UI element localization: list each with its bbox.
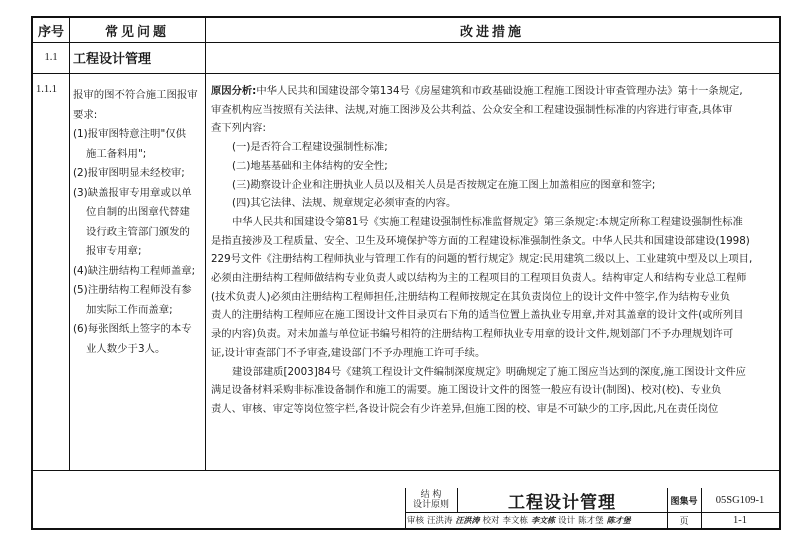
measure-line: 责人的注册结构工程师应在施工图设计文件目录页右下角的适当位置上盖执业专用章,并对其盖章的设计文件(或所列目 xyxy=(211,309,744,322)
tb-check-label: 校对 xyxy=(482,516,500,526)
problem-line: 业人数少于3人。 xyxy=(86,342,166,355)
measure-line: 责人、审核、审定等岗位签字栏,各设计院会有少许差异,但施工图的校、审是不可缺少的工序,因此,凡在责任岗位 xyxy=(211,402,719,415)
problem-line: 施工备料用"; xyxy=(86,147,147,160)
measure-line: (三)勘察设计企业和注册执业人员以及相关人员是否按规定在施工图上加盖相应的图章和签字; xyxy=(232,178,656,191)
tb-category-line2: 设计原则 xyxy=(412,500,449,510)
title-block xyxy=(405,488,779,528)
header-problem: 常见问题 xyxy=(104,24,169,40)
tb-page-no: 1-1 xyxy=(733,514,747,526)
header-seq: 序号 xyxy=(37,24,64,40)
problem-line: (4)缺注册结构工程师盖章; xyxy=(73,264,196,277)
problem-line: (2)报审图明显未经校审; xyxy=(73,167,185,179)
problem-line: 设行政主管部门颁发的 xyxy=(86,225,190,238)
tb-atlas-label: 图集号 xyxy=(670,496,698,507)
measure-line: 是指直接涉及工程质量、安全、卫生及环境保护等方面的工程建设标准强制性条文。中华人民共和国建设部建设(1998) xyxy=(211,234,750,247)
section-title: 工程设计管理 xyxy=(73,52,152,67)
measure-line: (技术负责人)必须由注册结构工程师担任,注册结构工程师按规定在其负责岗位上的设计文件中签字,作为结构专业负 xyxy=(211,290,731,303)
measure-label: 原因分析: xyxy=(211,85,257,97)
tb-review-name: 汪洪涛 xyxy=(427,516,453,526)
tb-design-label: 设计 xyxy=(558,516,576,526)
problem-line: (3)缺盖报审专用章或以单 xyxy=(73,186,192,199)
measure-line: 中华人民共和国建设令第81号《实施工程建设强制性标准监督规定》第三条规定:本规定所称工程建设强制性标准 xyxy=(232,215,743,228)
titleblock-divider xyxy=(33,470,779,471)
col-divider-1 xyxy=(69,18,70,470)
drawing-sheet xyxy=(31,16,781,530)
measure-line: (四)其它法律、法规、规章规定必须审查的内容。 xyxy=(232,197,457,210)
tb-category-line1: 结 构 xyxy=(420,490,442,500)
tb-design-signature: 陈才堡 xyxy=(606,514,631,525)
problem-line: 要求: xyxy=(73,108,98,121)
tb-page-label: 页 xyxy=(679,516,689,527)
item-number: 1.1.1 xyxy=(36,84,57,95)
tb-check-name: 李文栋 xyxy=(502,516,529,526)
measure-line: 建设部建质[2003]84号《建筑工程设计文件编制深度规定》明确规定了施工图应当达到的深度,施工图设计文件应 xyxy=(232,365,746,378)
measure-line: 满足设备材料采购非标准设备制作和施工的需要。施工图设计文件的图签一般应有设计(制图)、校对(校)、专业负 xyxy=(211,384,722,397)
tb-atlas-no: 05SG109-1 xyxy=(715,494,765,506)
problem-line: (6)每张图纸上签字的本专 xyxy=(73,323,192,335)
problem-text xyxy=(73,86,201,359)
tb-design-name: 陈才堡 xyxy=(578,516,604,526)
problem-line: (5)注册结构工程师没有参 xyxy=(73,284,192,296)
measure-line: (二)地基基础和主体结构的安全性; xyxy=(232,159,388,172)
tb-signatures xyxy=(405,512,669,528)
measure-line xyxy=(211,82,773,101)
section-number: 1.1 xyxy=(44,52,58,63)
tb-review-label: 审核 xyxy=(407,516,425,526)
measure-line: (一)是否符合工程建设强制性标准; xyxy=(232,141,388,154)
problem-line: 位自制的出图章代替建 xyxy=(86,206,190,218)
header-measure: 改进措施 xyxy=(459,24,524,40)
problem-line: 报审的图不符合施工图报审 xyxy=(73,89,198,101)
col-divider-2 xyxy=(205,18,206,470)
measure-line: 审查机构应当按照有关法律、法规,对施工图涉及公共利益、公众安全和工程建设强制性标准的内容进行审查,具体审 xyxy=(211,103,733,116)
measure-line-text: 中华人民共和国建设部令第134号《房屋建筑和市政基础设施工程施工图设计审查管理办法》第十一条规定, xyxy=(256,85,743,97)
tb-check-signature: 李文栋 xyxy=(531,514,556,525)
tb-review-signature: 汪洪涛 xyxy=(455,514,480,525)
problem-line: 加实际工作而盖章; xyxy=(86,303,173,316)
measure-line: 证,设计审查部门不予审查,建设部门不予办理施工许可手续。 xyxy=(211,346,486,359)
tb-title: 工程设计管理 xyxy=(508,492,616,513)
measure-line: 查下列内容: xyxy=(211,122,266,135)
problem-line: 报审专用章; xyxy=(86,245,142,257)
problem-line: (1)报审图特意注明"仅供 xyxy=(73,128,187,140)
tb-category xyxy=(405,488,457,512)
measure-line: 229号文件《注册结构工程师执业与管理工作有的问题的暂行规定》规定:民用建筑二级以上、工业建筑中型及以上项目, xyxy=(211,253,753,266)
measure-line: 必须由注册结构工程师做结构专业负责人或以结构为主的工程项目的工程项目负责人。结构审定人和结构专业总工程师 xyxy=(211,272,747,285)
section-divider xyxy=(33,73,779,74)
measure-text xyxy=(211,82,773,419)
measure-line: 录的内容)负责。对未加盖与单位证书编号相符的注册结构工程师执业专用章的设计文件,规划部门不予办理规划许可 xyxy=(211,328,734,341)
